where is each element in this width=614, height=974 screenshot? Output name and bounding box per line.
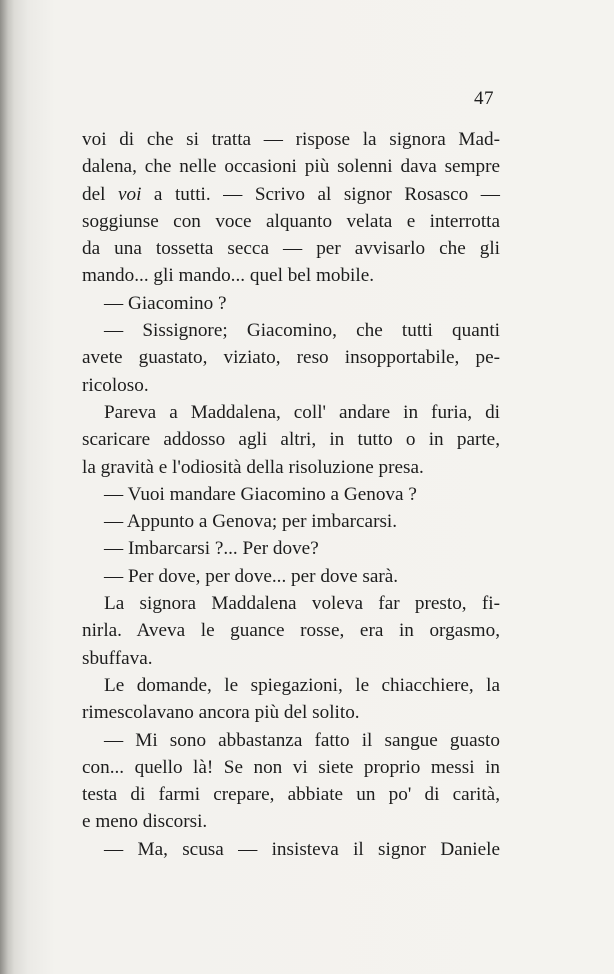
text-line-9: avete guastato, viziato, reso insopportabile, pe- [82,347,500,369]
text-line-7: — Giacomino ? [104,292,227,314]
text-line-26: e meno discorsi. [82,811,208,833]
text-line-11: Pareva a Maddalena, coll' andare in furia, di [104,401,500,423]
binding-shadow [0,0,14,974]
text-line-23: — Mi sono abbastanza fatto il sangue guasto [104,729,500,751]
text-line-5: da una tossetta secca — per avvisarlo che gli [82,238,500,260]
text-line-3 [82,181,500,208]
text-line-17: — Per dove, per dove... per dove sarà. [104,565,399,587]
text-line-27: — Ma, scusa — insisteva il signor Daniele [104,838,500,860]
text-line-12: scaricare addosso agli altri, in tutto o in parte, [82,429,500,451]
text-line-14: — Vuoi mandare Giacomino a Genova ? [104,483,417,505]
text-line-24: con... quello là! Se non vi siete proprio messi in [82,756,500,778]
text-line-6: mando... gli mando... quel bel mobile. [82,265,375,287]
text-line-19: nirla. Aveva le guance rosse, era in orgasmo, [82,620,500,642]
text-line-20: sbuffava. [82,647,153,669]
text-line-10: ricoloso. [82,374,149,396]
body-text [82,126,500,863]
text-line-8: — Sissignore; Giacomino, che tutti quanti [104,320,500,342]
text-line-21: Le domande, le spiegazioni, le chiacchiere, la [104,674,500,696]
text-line-13: la gravità e l'odiosità della risoluzione presa. [82,456,424,478]
text-line-16: — Imbarcarsi ?... Per dove? [104,538,319,560]
italic-word-voi: voi [117,183,142,205]
text-line-18: La signora Maddalena voleva far presto, fi- [104,593,500,615]
text-line-15: — Appunto a Genova; per imbarcarsi. [104,511,398,533]
text-line-2: dalena, che nelle occasioni più solenni dava sempre [82,156,500,178]
text-line-1: voi di che si tratta — rispose la signora Mad- [82,129,500,150]
text-line-22: rimescolavano ancora più del solito. [82,702,360,724]
page-number: 47 [474,88,494,109]
text-line-3-post: a tutti. — Scrivo al signor Rosasco — [141,183,500,205]
text-line-25: testa di farmi crepare, abbiate un po' di carità, [82,784,500,806]
text-line-3-pre: del [82,183,118,205]
text-line-4: soggiunse con voce alquanto velata e interrotta [82,210,500,232]
